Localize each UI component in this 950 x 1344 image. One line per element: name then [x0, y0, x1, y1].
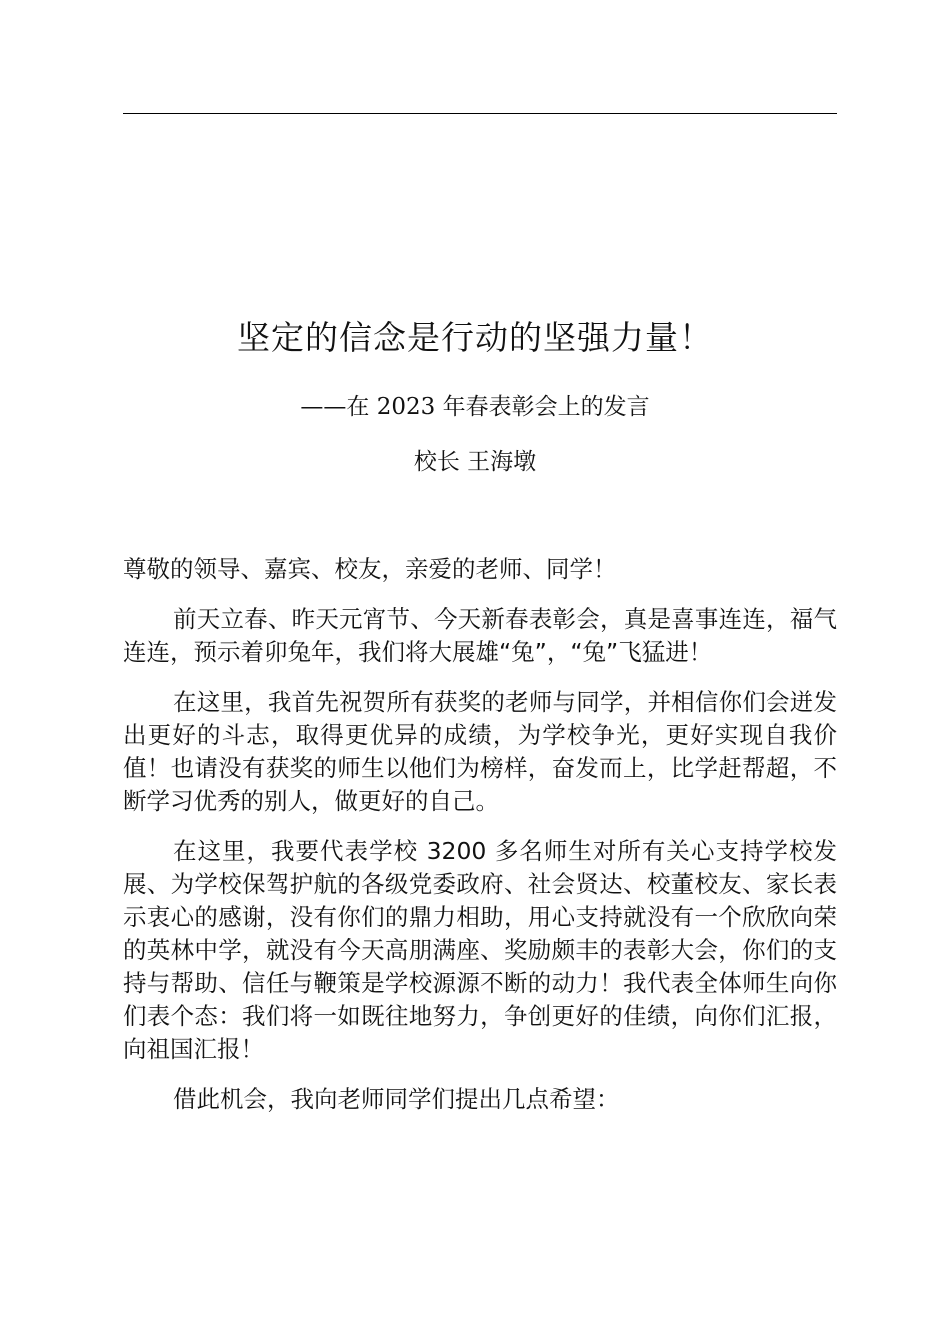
body-paragraph: 借此机会，我向老师同学们提出几点希望：	[173, 1085, 620, 1113]
header-rule	[123, 113, 837, 114]
salutation-paragraph: 尊敬的领导、嘉宾、校友，亲爱的老师、同学！	[123, 555, 617, 583]
body-paragraph: 在这里，我首先祝贺所有获奖的老师与同学，并相信你们会迸发出更好的斗志，取得更优异的成绩，为学校争光，更好实现自我价值！也请没有获奖的师生以他们为榜样，奋发而上，比学赶帮超，不断学习优秀的别人，做更好的自己。	[123, 688, 837, 815]
body-paragraph: 在这里，我要代表学校 3200 多名师生对所有关心支持学校发展、为学校保驾护航的各级党委政府、社会贤达、校董校友、家长表示衷心的感谢，没有你们的鼎力相助，用心支持就没有一个欣欣向荣的英林中学，就没有今天高朋满座、奖励颇丰的表彰大会，你们的支持与帮助、信任与鞭策是学校源源不断的动力！我代表全体师生向你们表个态：我们将一如既往地努力，争创更好的佳绩，向你们汇报，向祖国汇报！	[123, 837, 837, 1063]
document-title: 坚定的信念是行动的坚强力量！	[237, 318, 713, 357]
document-author: 校长 王海墩	[413, 449, 537, 475]
document-body	[123, 553, 837, 1133]
body-paragraph: 前天立春、昨天元宵节、今天新春表彰会，真是喜事连连，福气连连，预示着卯兔年，我们将大展雄“兔”，“兔”飞猛进！	[123, 605, 837, 666]
document-subtitle: ——在 2023 年春表彰会上的发言	[300, 394, 650, 420]
